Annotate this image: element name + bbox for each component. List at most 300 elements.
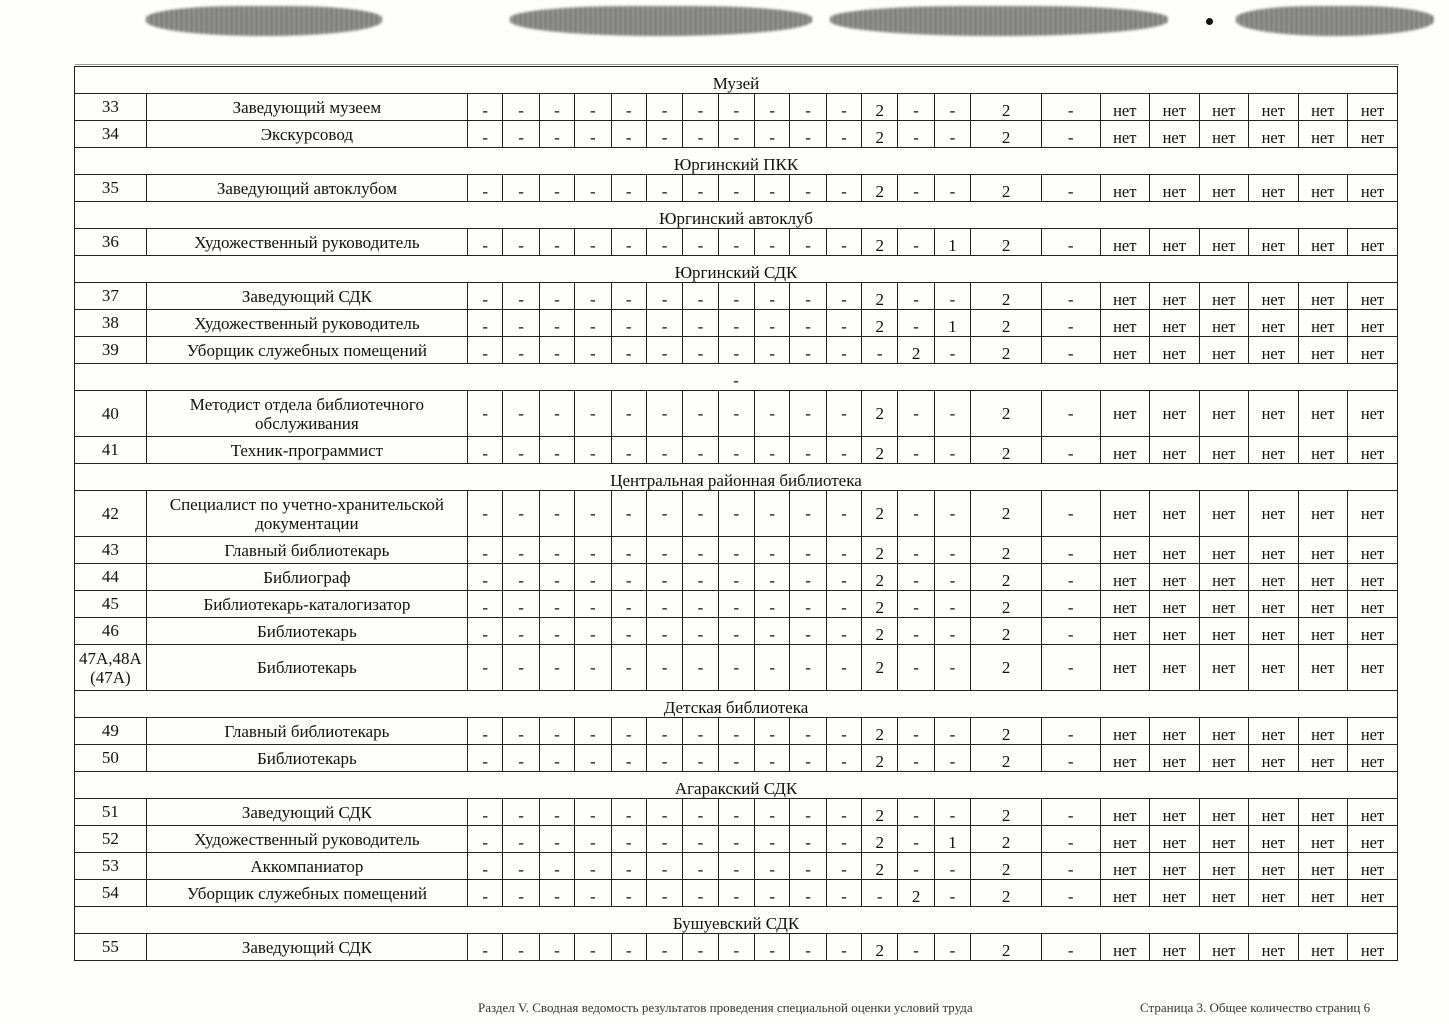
- guarantee-cell: нет: [1249, 437, 1299, 464]
- factor-class-cell: -: [539, 934, 574, 961]
- factor-class-cell: -: [826, 745, 861, 772]
- factor-class-cell: -: [646, 591, 682, 618]
- factor-class-cell: -: [468, 718, 503, 745]
- factor-class-cell: -: [898, 745, 934, 772]
- factor-class-cell: -: [934, 94, 970, 121]
- factor-class-cell: -: [468, 645, 503, 691]
- factor-class-cell: -: [898, 591, 934, 618]
- factor-class-cell: -: [754, 391, 789, 437]
- factor-class-cell: -: [754, 94, 789, 121]
- guarantee-cell: нет: [1348, 391, 1398, 437]
- factor-class-cell: -: [754, 799, 789, 826]
- position-name: Экскурсовод: [146, 121, 467, 148]
- factor-class-cell: -: [468, 391, 503, 437]
- guarantee-cell: нет: [1150, 121, 1200, 148]
- guarantee-cell: нет: [1199, 618, 1249, 645]
- factor-class-cell: -: [503, 283, 539, 310]
- factor-class-cell: -: [503, 826, 539, 853]
- position-name: Библиотекарь: [146, 745, 467, 772]
- row-number: 46: [75, 618, 147, 645]
- factor-class-cell: -: [754, 229, 789, 256]
- factor-class-cell: -: [934, 337, 970, 364]
- factor-class-cell: -: [611, 437, 646, 464]
- row-number: 39: [75, 337, 147, 364]
- factor-class-cell: -: [934, 537, 970, 564]
- factor-class-cell: -: [826, 283, 861, 310]
- factor-class-cell: 2: [971, 618, 1042, 645]
- factor-class-cell: -: [826, 853, 861, 880]
- factor-class-cell: -: [539, 853, 574, 880]
- position-name: Методист отдела библиотечного обслуживания: [146, 391, 467, 437]
- guarantee-cell: нет: [1348, 283, 1398, 310]
- position-name: Заведующий СДК: [146, 799, 467, 826]
- factor-class-cell: -: [898, 491, 934, 537]
- position-name: Уборщик служебных помещений: [146, 337, 467, 364]
- factor-class-cell: -: [718, 391, 754, 437]
- guarantee-cell: нет: [1249, 564, 1299, 591]
- factor-class-cell: -: [539, 310, 574, 337]
- factor-class-cell: -: [898, 853, 934, 880]
- factor-class-cell: -: [1041, 175, 1100, 202]
- table-row: [75, 283, 1398, 310]
- factor-class-cell: -: [468, 283, 503, 310]
- table-row: [75, 229, 1398, 256]
- factor-class-cell: -: [790, 437, 826, 464]
- factor-class-cell: -: [683, 94, 718, 121]
- guarantee-cell: нет: [1298, 121, 1348, 148]
- guarantee-cell: нет: [1150, 880, 1200, 907]
- factor-class-cell: -: [503, 799, 539, 826]
- table-row: [75, 94, 1398, 121]
- factor-class-cell: -: [718, 934, 754, 961]
- factor-class-cell: -: [898, 121, 934, 148]
- factor-class-cell: -: [468, 94, 503, 121]
- factor-class-cell: -: [826, 564, 861, 591]
- guarantee-cell: нет: [1249, 826, 1299, 853]
- factor-class-cell: 2: [862, 437, 898, 464]
- section-title: Юргинский ПКК: [75, 148, 1398, 175]
- factor-class-cell: -: [934, 745, 970, 772]
- guarantee-cell: нет: [1249, 391, 1299, 437]
- guarantee-cell: нет: [1150, 437, 1200, 464]
- factor-class-cell: -: [718, 880, 754, 907]
- guarantee-cell: нет: [1100, 121, 1150, 148]
- factor-class-cell: -: [934, 618, 970, 645]
- guarantee-cell: нет: [1249, 175, 1299, 202]
- factor-class-cell: -: [1041, 310, 1100, 337]
- factor-class-cell: -: [790, 229, 826, 256]
- factor-class-cell: -: [646, 645, 682, 691]
- factor-class-cell: -: [503, 645, 539, 691]
- factor-class-cell: -: [826, 826, 861, 853]
- factor-class-cell: -: [468, 537, 503, 564]
- table-row: [75, 537, 1398, 564]
- position-name: Заведующий СДК: [146, 283, 467, 310]
- factor-class-cell: -: [683, 853, 718, 880]
- guarantee-cell: нет: [1348, 745, 1398, 772]
- factor-class-cell: -: [718, 229, 754, 256]
- factor-class-cell: -: [575, 283, 611, 310]
- factor-class-cell: -: [934, 853, 970, 880]
- factor-class-cell: -: [611, 645, 646, 691]
- factor-class-cell: -: [718, 537, 754, 564]
- factor-class-cell: -: [539, 175, 574, 202]
- factor-class-cell: -: [468, 618, 503, 645]
- guarantee-cell: нет: [1249, 491, 1299, 537]
- guarantee-cell: нет: [1199, 591, 1249, 618]
- factor-class-cell: -: [646, 564, 682, 591]
- factor-class-cell: -: [468, 491, 503, 537]
- factor-class-cell: -: [862, 880, 898, 907]
- guarantee-cell: нет: [1348, 826, 1398, 853]
- factor-class-cell: -: [611, 491, 646, 537]
- guarantee-cell: нет: [1348, 337, 1398, 364]
- section-header-row: [75, 464, 1398, 491]
- factor-class-cell: -: [468, 826, 503, 853]
- guarantee-cell: нет: [1150, 94, 1200, 121]
- factor-class-cell: -: [468, 229, 503, 256]
- factor-class-cell: -: [539, 94, 574, 121]
- guarantee-cell: нет: [1100, 564, 1150, 591]
- guarantee-cell: нет: [1199, 175, 1249, 202]
- factor-class-cell: -: [826, 618, 861, 645]
- factor-class-cell: -: [683, 826, 718, 853]
- factor-class-cell: -: [611, 718, 646, 745]
- guarantee-cell: нет: [1150, 799, 1200, 826]
- factor-class-cell: -: [790, 175, 826, 202]
- guarantee-cell: нет: [1100, 337, 1150, 364]
- factor-class-cell: -: [646, 391, 682, 437]
- factor-class-cell: -: [790, 618, 826, 645]
- factor-class-cell: -: [503, 310, 539, 337]
- factor-class-cell: -: [718, 718, 754, 745]
- factor-class-cell: -: [934, 718, 970, 745]
- position-name: Библиотекарь: [146, 645, 467, 691]
- row-number: 47А,48А(47А): [75, 645, 147, 691]
- factor-class-cell: -: [646, 310, 682, 337]
- guarantee-cell: нет: [1100, 537, 1150, 564]
- factor-class-cell: -: [754, 745, 789, 772]
- scan-artifact: [510, 6, 812, 36]
- guarantee-cell: нет: [1348, 880, 1398, 907]
- factor-class-cell: -: [611, 934, 646, 961]
- factor-class-cell: -: [898, 718, 934, 745]
- factor-class-cell: 2: [971, 853, 1042, 880]
- guarantee-cell: нет: [1298, 537, 1348, 564]
- factor-class-cell: -: [754, 718, 789, 745]
- factor-class-cell: 2: [862, 491, 898, 537]
- table-row: [75, 437, 1398, 464]
- factor-class-cell: 1: [934, 229, 970, 256]
- factor-class-cell: -: [790, 799, 826, 826]
- factor-class-cell: -: [539, 591, 574, 618]
- factor-class-cell: -: [898, 437, 934, 464]
- factor-class-cell: -: [503, 229, 539, 256]
- factor-class-cell: -: [790, 645, 826, 691]
- factor-class-cell: 2: [971, 564, 1042, 591]
- factor-class-cell: -: [826, 880, 861, 907]
- guarantee-cell: нет: [1199, 880, 1249, 907]
- factor-class-cell: -: [898, 283, 934, 310]
- guarantee-cell: нет: [1298, 645, 1348, 691]
- factor-class-cell: -: [790, 853, 826, 880]
- guarantee-cell: нет: [1199, 491, 1249, 537]
- factor-class-cell: -: [539, 121, 574, 148]
- guarantee-cell: нет: [1100, 391, 1150, 437]
- factor-class-cell: 2: [971, 934, 1042, 961]
- factor-class-cell: 2: [971, 645, 1042, 691]
- factor-class-cell: -: [898, 175, 934, 202]
- guarantee-cell: нет: [1348, 564, 1398, 591]
- guarantee-cell: нет: [1100, 491, 1150, 537]
- factor-class-cell: -: [934, 799, 970, 826]
- guarantee-cell: нет: [1298, 880, 1348, 907]
- factor-class-cell: -: [539, 391, 574, 437]
- guarantee-cell: нет: [1199, 437, 1249, 464]
- factor-class-cell: -: [646, 537, 682, 564]
- factor-class-cell: -: [646, 745, 682, 772]
- factor-class-cell: -: [1041, 537, 1100, 564]
- guarantee-cell: нет: [1100, 94, 1150, 121]
- position-name: Заведующий СДК: [146, 934, 467, 961]
- factor-class-cell: 2: [862, 853, 898, 880]
- section-title: Центральная районная библиотека: [75, 464, 1398, 491]
- factor-class-cell: -: [718, 175, 754, 202]
- guarantee-cell: нет: [1100, 283, 1150, 310]
- factor-class-cell: 2: [971, 121, 1042, 148]
- guarantee-cell: нет: [1150, 229, 1200, 256]
- factor-class-cell: 2: [862, 718, 898, 745]
- factor-class-cell: -: [718, 94, 754, 121]
- position-name: Художественный руководитель: [146, 229, 467, 256]
- row-number: 55: [75, 934, 147, 961]
- factor-class-cell: -: [611, 283, 646, 310]
- factor-class-cell: -: [1041, 437, 1100, 464]
- factor-class-cell: -: [1041, 826, 1100, 853]
- guarantee-cell: нет: [1150, 718, 1200, 745]
- guarantee-cell: нет: [1100, 745, 1150, 772]
- guarantee-cell: нет: [1249, 283, 1299, 310]
- guarantee-cell: нет: [1199, 645, 1249, 691]
- factor-class-cell: -: [503, 121, 539, 148]
- scan-dot: [1206, 18, 1213, 25]
- guarantee-cell: нет: [1249, 337, 1299, 364]
- guarantee-cell: нет: [1348, 718, 1398, 745]
- factor-class-cell: -: [754, 826, 789, 853]
- factor-class-cell: -: [611, 745, 646, 772]
- factor-class-cell: -: [468, 310, 503, 337]
- factor-class-cell: -: [503, 745, 539, 772]
- factor-class-cell: -: [934, 391, 970, 437]
- scan-artifact: [146, 6, 382, 36]
- guarantee-cell: нет: [1249, 310, 1299, 337]
- guarantee-cell: нет: [1348, 94, 1398, 121]
- guarantee-cell: нет: [1150, 564, 1200, 591]
- factor-class-cell: -: [1041, 645, 1100, 691]
- guarantee-cell: нет: [1249, 718, 1299, 745]
- table-row: [75, 491, 1398, 537]
- factor-class-cell: -: [934, 491, 970, 537]
- factor-class-cell: 2: [862, 934, 898, 961]
- factor-class-cell: -: [575, 645, 611, 691]
- row-number: 33: [75, 94, 147, 121]
- factor-class-cell: -: [826, 121, 861, 148]
- guarantee-cell: нет: [1249, 618, 1299, 645]
- table-row: [75, 121, 1398, 148]
- factor-class-cell: -: [468, 121, 503, 148]
- guarantee-cell: нет: [1249, 745, 1299, 772]
- guarantee-cell: нет: [1150, 391, 1200, 437]
- factor-class-cell: -: [1041, 934, 1100, 961]
- guarantee-cell: нет: [1249, 799, 1299, 826]
- guarantee-cell: нет: [1150, 826, 1200, 853]
- factor-class-cell: -: [718, 564, 754, 591]
- factor-class-cell: -: [1041, 745, 1100, 772]
- factor-class-cell: -: [790, 745, 826, 772]
- guarantee-cell: нет: [1298, 229, 1348, 256]
- row-number: 45: [75, 591, 147, 618]
- guarantee-cell: нет: [1199, 718, 1249, 745]
- factor-class-cell: -: [539, 799, 574, 826]
- guarantee-cell: нет: [1348, 491, 1398, 537]
- factor-class-cell: -: [826, 645, 861, 691]
- factor-class-cell: -: [683, 880, 718, 907]
- factor-class-cell: 2: [971, 175, 1042, 202]
- guarantee-cell: нет: [1100, 934, 1150, 961]
- factor-class-cell: -: [1041, 718, 1100, 745]
- factor-class-cell: 2: [862, 175, 898, 202]
- section-title: -: [75, 364, 1398, 391]
- factor-class-cell: -: [646, 799, 682, 826]
- guarantee-cell: нет: [1100, 591, 1150, 618]
- factor-class-cell: -: [754, 437, 789, 464]
- guarantee-cell: нет: [1348, 618, 1398, 645]
- factor-class-cell: 2: [862, 618, 898, 645]
- guarantee-cell: нет: [1298, 718, 1348, 745]
- factor-class-cell: -: [718, 799, 754, 826]
- factor-class-cell: -: [826, 537, 861, 564]
- factor-class-cell: -: [683, 934, 718, 961]
- guarantee-cell: нет: [1199, 94, 1249, 121]
- guarantee-cell: нет: [1298, 745, 1348, 772]
- factor-class-cell: 2: [862, 537, 898, 564]
- factor-class-cell: -: [754, 645, 789, 691]
- factor-class-cell: -: [611, 229, 646, 256]
- guarantee-cell: нет: [1199, 537, 1249, 564]
- position-name: Уборщик служебных помещений: [146, 880, 467, 907]
- factor-class-cell: -: [718, 437, 754, 464]
- guarantee-cell: нет: [1199, 745, 1249, 772]
- factor-class-cell: -: [539, 745, 574, 772]
- factor-class-cell: -: [611, 880, 646, 907]
- factor-class-cell: -: [790, 491, 826, 537]
- factor-class-cell: -: [611, 537, 646, 564]
- factor-class-cell: -: [826, 437, 861, 464]
- factor-class-cell: -: [934, 934, 970, 961]
- factor-class-cell: -: [575, 175, 611, 202]
- factor-class-cell: -: [575, 564, 611, 591]
- factor-class-cell: -: [1041, 94, 1100, 121]
- factor-class-cell: -: [898, 826, 934, 853]
- factor-class-cell: -: [1041, 880, 1100, 907]
- factor-class-cell: -: [683, 799, 718, 826]
- factor-class-cell: -: [575, 121, 611, 148]
- guarantee-cell: нет: [1199, 310, 1249, 337]
- factor-class-cell: -: [611, 175, 646, 202]
- row-number: 41: [75, 437, 147, 464]
- row-number: 40: [75, 391, 147, 437]
- factor-class-cell: -: [1041, 853, 1100, 880]
- position-name: Художественный руководитель: [146, 310, 467, 337]
- factor-class-cell: -: [539, 229, 574, 256]
- position-name: Техник-программист: [146, 437, 467, 464]
- row-number: 50: [75, 745, 147, 772]
- factor-class-cell: -: [790, 391, 826, 437]
- guarantee-cell: нет: [1298, 853, 1348, 880]
- factor-class-cell: -: [1041, 283, 1100, 310]
- factor-class-cell: -: [611, 94, 646, 121]
- factor-class-cell: -: [1041, 491, 1100, 537]
- guarantee-cell: нет: [1298, 310, 1348, 337]
- factor-class-cell: -: [646, 826, 682, 853]
- factor-class-cell: -: [539, 645, 574, 691]
- factor-class-cell: -: [718, 853, 754, 880]
- guarantee-cell: нет: [1348, 537, 1398, 564]
- factor-class-cell: -: [611, 310, 646, 337]
- table-row: [75, 799, 1398, 826]
- guarantee-cell: нет: [1100, 799, 1150, 826]
- factor-class-cell: -: [646, 175, 682, 202]
- row-number: 44: [75, 564, 147, 591]
- factor-class-cell: 2: [862, 121, 898, 148]
- factor-class-cell: -: [754, 591, 789, 618]
- position-name: Специалист по учетно-хранительской документации: [146, 491, 467, 537]
- factor-class-cell: -: [790, 537, 826, 564]
- section-header-row: [75, 67, 1398, 94]
- factor-class-cell: -: [934, 645, 970, 691]
- factor-class-cell: -: [898, 645, 934, 691]
- factor-class-cell: -: [683, 537, 718, 564]
- row-number: 35: [75, 175, 147, 202]
- factor-class-cell: -: [826, 337, 861, 364]
- guarantee-cell: нет: [1150, 537, 1200, 564]
- factor-class-cell: -: [790, 826, 826, 853]
- factor-class-cell: -: [1041, 591, 1100, 618]
- factor-class-cell: -: [790, 121, 826, 148]
- factor-class-cell: 2: [971, 799, 1042, 826]
- position-name: Библиотекарь-каталогизатор: [146, 591, 467, 618]
- guarantee-cell: нет: [1348, 121, 1398, 148]
- factor-class-cell: -: [790, 880, 826, 907]
- factor-class-cell: -: [790, 283, 826, 310]
- section-header-row: [75, 772, 1398, 799]
- row-number: 42: [75, 491, 147, 537]
- factor-class-cell: -: [539, 618, 574, 645]
- factor-class-cell: -: [611, 564, 646, 591]
- row-number: 38: [75, 310, 147, 337]
- factor-class-cell: -: [718, 491, 754, 537]
- guarantee-cell: нет: [1100, 880, 1150, 907]
- guarantee-cell: нет: [1249, 537, 1299, 564]
- guarantee-cell: нет: [1249, 121, 1299, 148]
- section-title: Юргинский автоклуб: [75, 202, 1398, 229]
- factor-class-cell: -: [1041, 229, 1100, 256]
- scan-artifact: [1236, 6, 1434, 36]
- factor-class-cell: -: [539, 718, 574, 745]
- guarantee-cell: нет: [1150, 745, 1200, 772]
- guarantee-cell: нет: [1298, 391, 1348, 437]
- row-number: 36: [75, 229, 147, 256]
